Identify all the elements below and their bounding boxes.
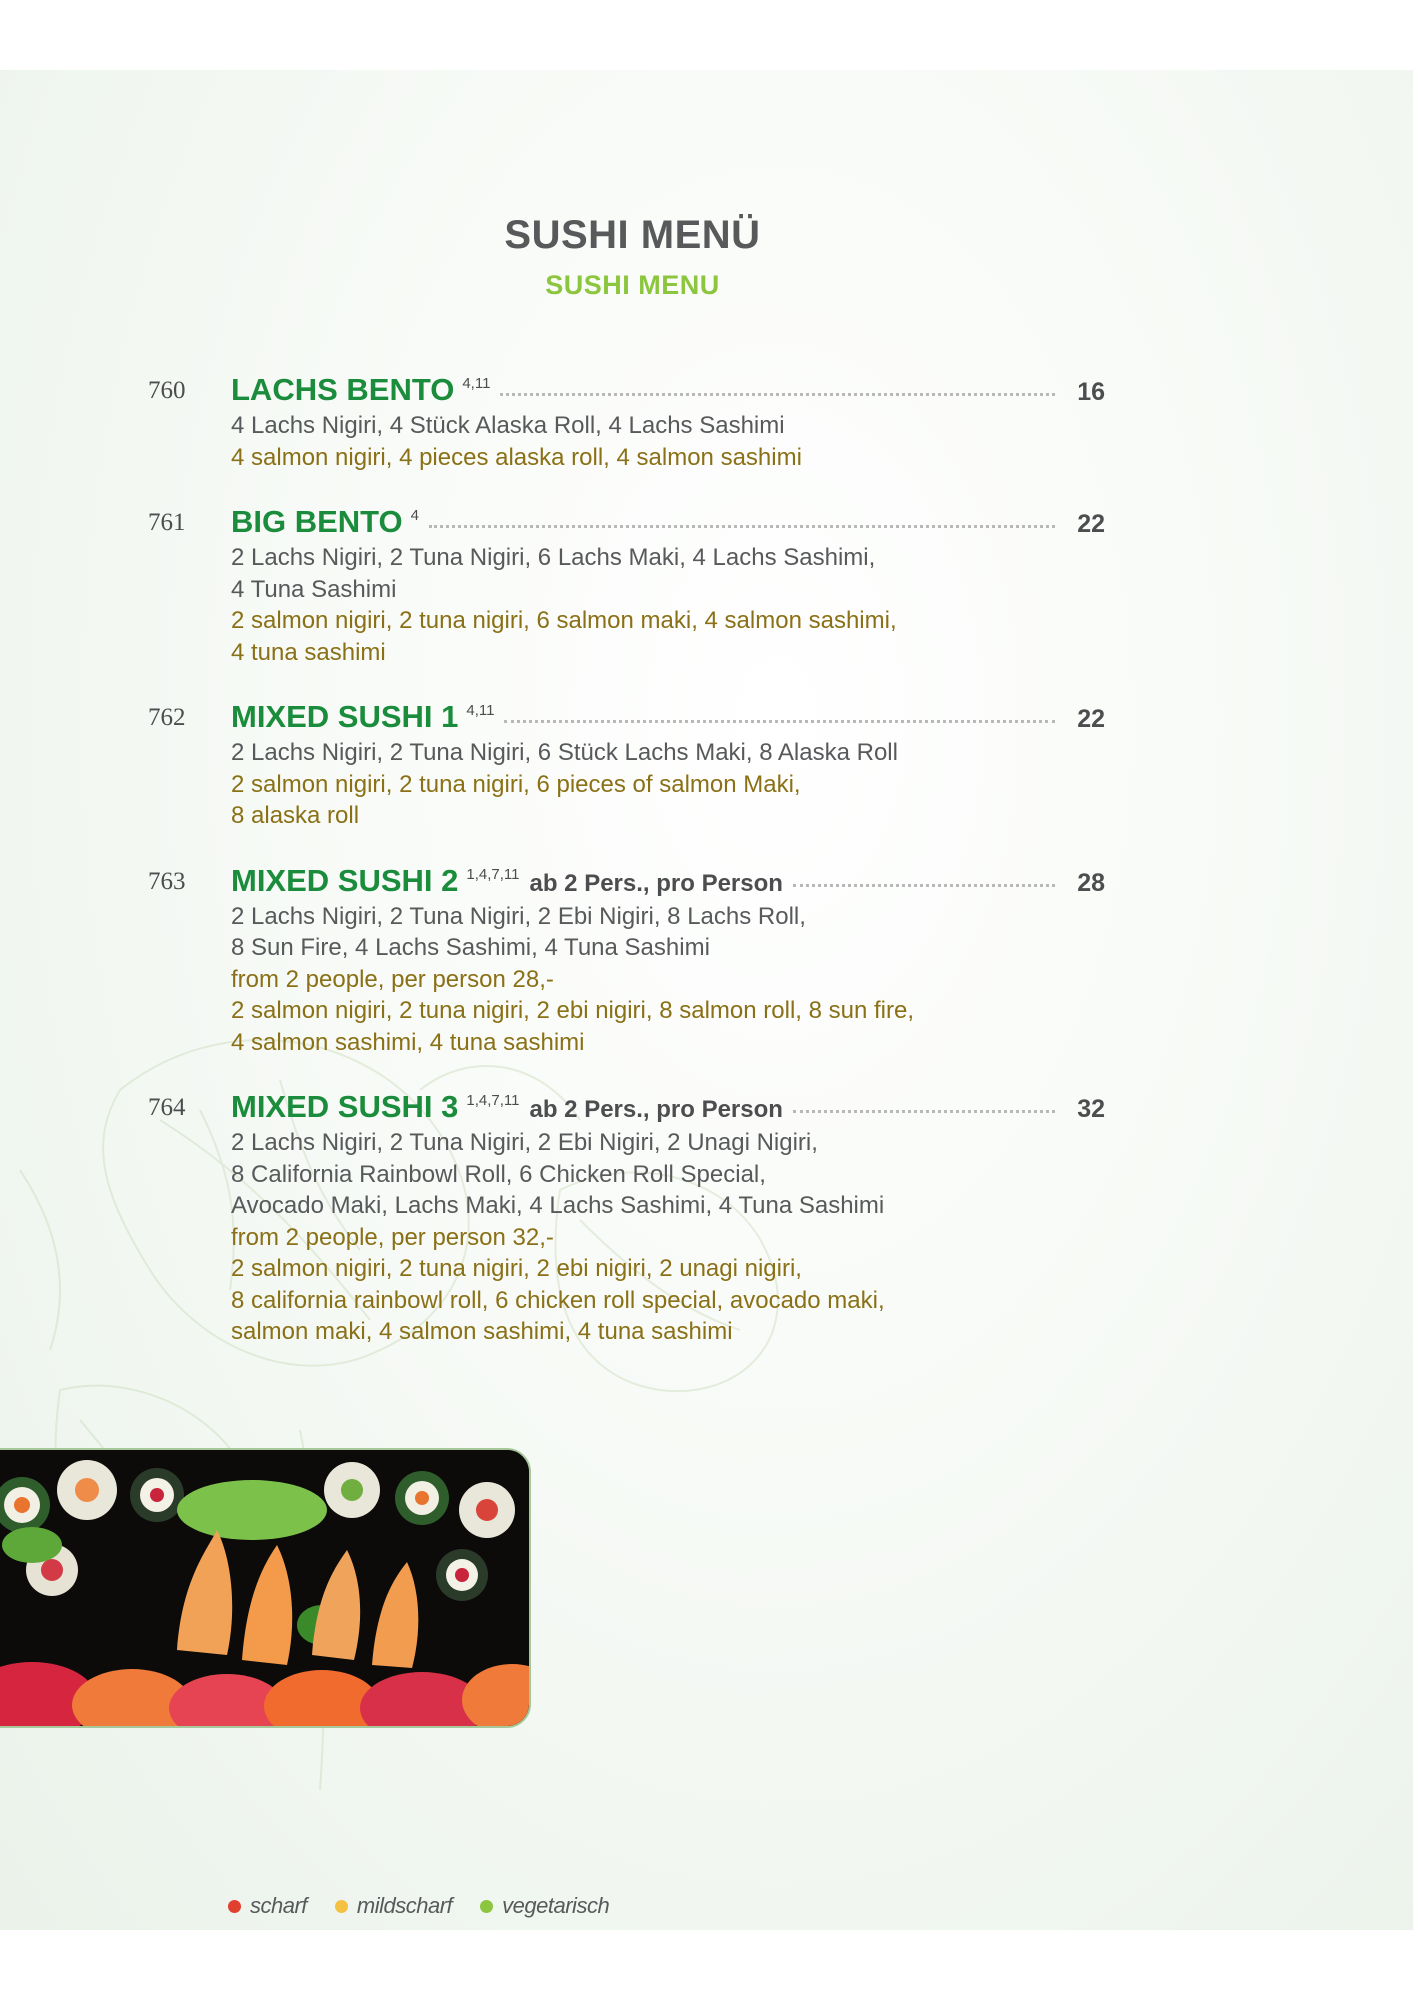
item-number: 760	[148, 377, 186, 404]
item-description-en: 2 salmon nigiri, 2 tuna nigiri, 2 ebi nigiri, 2 unagi nigiri,	[231, 1255, 802, 1282]
item-name: MIXED SUSHI 1	[231, 699, 459, 734]
item-description-en: 4 tuna sashimi	[231, 638, 386, 666]
item-description-de: 2 Lachs Nigiri, 2 Tuna Nigiri, 6 Stück Lachs Maki, 8 Alaska Roll	[231, 739, 898, 766]
menu-item	[148, 1089, 1108, 1348]
dot-leader	[793, 1110, 1055, 1113]
legend-label: vegetarisch	[502, 1893, 610, 1918]
green-dot-icon	[480, 1900, 493, 1913]
item-number: 762	[148, 704, 186, 731]
sushi-platter-photo	[0, 1448, 531, 1728]
dot-leader	[793, 884, 1055, 887]
item-description-de: Avocado Maki, Lachs Maki, 4 Lachs Sashimi, 4 Tuna Sashimi	[231, 1192, 885, 1219]
item-price: 16	[1077, 378, 1105, 406]
item-number: 761	[148, 509, 186, 536]
item-description-de: 8 California Rainbowl Roll, 6 Chicken Roll Special,	[231, 1160, 766, 1188]
menu-item	[148, 504, 1108, 668]
legend-label: scharf	[250, 1893, 307, 1918]
dot-leader	[504, 720, 1055, 723]
item-name: MIXED SUSHI 2	[231, 862, 459, 898]
item-price: 28	[1077, 868, 1105, 897]
item-number: 763	[148, 867, 186, 895]
item-description-de: 8 Sun Fire, 4 Lachs Sashimi, 4 Tuna Sashimi	[231, 934, 710, 961]
item-description-en: 4 salmon sashimi, 4 tuna sashimi	[231, 1028, 585, 1056]
item-description-en: from 2 people, per person 32,-	[231, 1223, 554, 1251]
menu-item	[148, 699, 1108, 832]
item-name: MIXED SUSHI 3	[231, 1089, 459, 1124]
item-description-de: 2 Lachs Nigiri, 2 Tuna Nigiri, 6 Lachs Maki, 4 Lachs Sashimi,	[231, 544, 876, 571]
dot-leader	[429, 525, 1055, 528]
page-title: SUSHI MENÜ	[504, 213, 761, 257]
item-serving-note: ab 2 Pers., pro Person	[529, 869, 783, 897]
legend-item	[480, 1893, 609, 1919]
red-dot-icon	[228, 1900, 241, 1913]
item-allergens: 4,11	[462, 375, 491, 392]
item-description-de: 2 Lachs Nigiri, 2 Tuna Nigiri, 2 Ebi Nigiri, 8 Lachs Roll,	[231, 902, 806, 930]
item-name: BIG BENTO	[231, 504, 403, 539]
yellow-dot-icon	[335, 1900, 348, 1913]
item-description-de: 4 Lachs Nigiri, 4 Stück Alaska Roll, 4 Lachs Sashimi	[231, 412, 785, 439]
item-description-de: 2 Lachs Nigiri, 2 Tuna Nigiri, 2 Ebi Nigiri, 2 Unagi Nigiri,	[231, 1129, 818, 1156]
dot-leader	[500, 393, 1055, 396]
item-price: 22	[1077, 510, 1105, 538]
menu-items	[148, 372, 1108, 1379]
item-number: 764	[148, 1094, 186, 1121]
item-description-en: 4 salmon nigiri, 4 pieces alaska roll, 4 salmon sashimi	[231, 443, 802, 471]
item-price: 22	[1077, 705, 1105, 733]
item-allergens: 4	[410, 507, 420, 524]
item-description-en: 8 alaska roll	[231, 802, 360, 829]
menu-item	[148, 863, 1108, 1059]
page-subtitle: SUSHI MENU	[545, 270, 720, 300]
item-description-en: salmon maki, 4 salmon sashimi, 4 tuna sashimi	[231, 1318, 733, 1345]
spice-legend	[228, 1893, 637, 1919]
item-description-en: 2 salmon nigiri, 2 tuna nigiri, 6 pieces of salmon Maki,	[231, 770, 801, 798]
menu-item	[148, 372, 1108, 473]
title-block	[0, 213, 1265, 301]
item-allergens: 4,11	[466, 702, 495, 719]
item-price: 32	[1077, 1095, 1105, 1123]
item-description-en: 2 salmon nigiri, 2 tuna nigiri, 6 salmon maki, 4 salmon sashimi,	[231, 607, 897, 634]
item-name: LACHS BENTO	[231, 372, 455, 407]
item-allergens: 1,4,7,11	[466, 1092, 520, 1109]
legend-label: mildscharf	[356, 1893, 453, 1918]
item-description-en: from 2 people, per person 28,-	[231, 965, 554, 993]
item-serving-note: ab 2 Pers., pro Person	[529, 1096, 783, 1123]
item-allergens: 1,4,7,11	[466, 865, 520, 883]
item-description-de: 4 Tuna Sashimi	[231, 575, 397, 603]
legend-item	[228, 1893, 307, 1919]
item-description-en: 8 california rainbowl roll, 6 chicken roll special, avocado maki,	[231, 1286, 885, 1314]
legend-item	[335, 1893, 452, 1919]
item-description-en: 2 salmon nigiri, 2 tuna nigiri, 2 ebi nigiri, 8 salmon roll, 8 sun fire,	[231, 997, 914, 1024]
menu-page	[0, 70, 1413, 1930]
